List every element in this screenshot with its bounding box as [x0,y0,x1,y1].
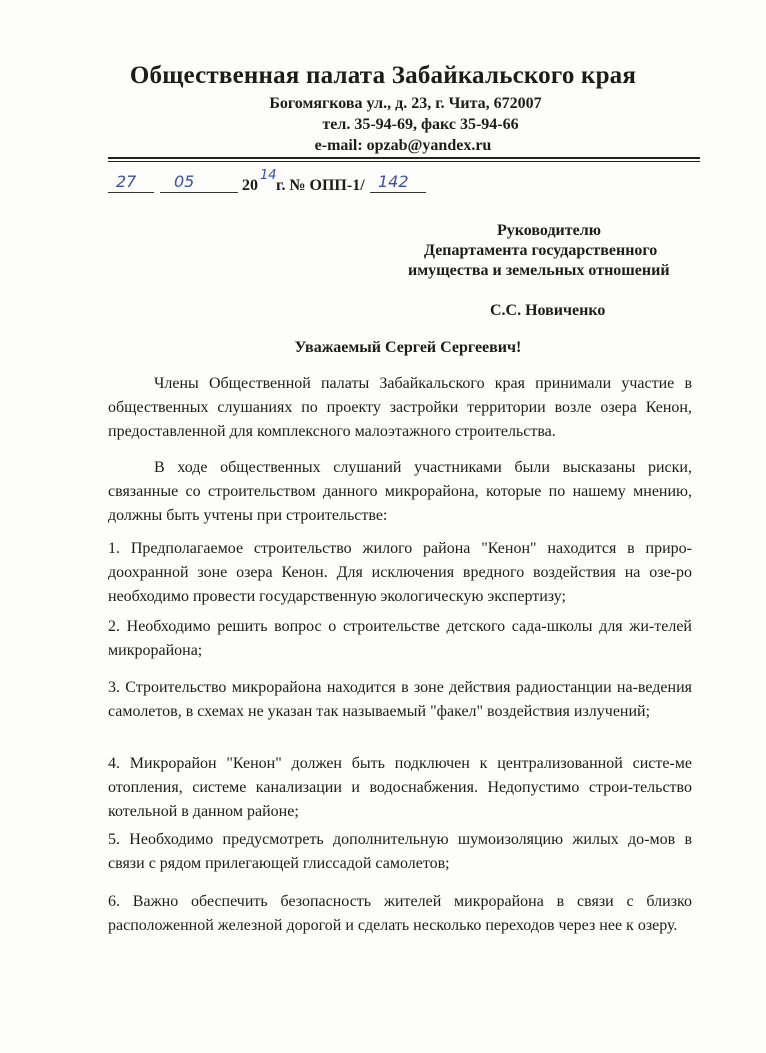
day-underline [108,192,154,193]
list-item: 5. Необходимо предусмотреть дополнительную шумоизоляцию жилых до-мов в связи с рядом прилегающей глиссадой самолетов; [108,831,692,872]
registration-year-prefix: 20 [242,177,258,194]
registration-day: 27 [116,172,137,191]
organization-title: Общественная палата Забайкальского края [129,62,637,89]
list-item: 3. Строительство микрорайона находится в зоне действия радиостанции на-ведения самолетов, в схемах не указан так называемый "факел" воздействия излучений; [108,679,692,720]
header-divider [108,157,700,162]
addressee-name: С.С. Новиченко [490,302,606,319]
list-item: 4. Микрорайон "Кенон" должен быть подключен к централизованной систе-ме отопления, системе канализации и водоснабжения. Недопустимо строи-тельство котельной в данном районе; [108,755,692,820]
registration-month: 05 [174,172,195,191]
organization-address: Богомягкова ул., д. 23, г. Чита, 672007 [269,95,542,112]
organization-email: e-mail: opzab@yandex.ru [314,137,492,154]
intro-paragraph: Члены Общественной палаты Забайкальского края принимали участие в общественных слушаниях по проекту застройки территории возле озера Кенон, предоставленной для комплексного малоэтажного строительства. [108,375,692,440]
risks-intro-paragraph: В ходе общественных слушаний участниками были высказаны риски, связанные со строительством данного микрорайона, которые по нашему мнению, должны быть учтены при строительстве: [108,459,692,524]
registration-number: 142 [378,172,409,191]
registration-number-label: г. № ОПП-1/ [276,177,365,194]
month-underline [160,192,238,193]
registration-year: 14 [260,168,277,183]
addressee-department: Департамента государственного [424,242,658,259]
addressee-title: Руководителю [497,222,601,239]
organization-phones: тел. 35-94-69, факс 35-94-66 [322,116,519,133]
list-item: 6. Важно обеспечить безопасность жителей микрорайона в связи с близко расположенной железной дорогой и сделать несколько переходов через нее к озеру. [108,893,692,934]
greeting: Уважаемый Сергей Сергеевич! [294,339,522,356]
addressee-department-cont: имущества и земельных отношений [408,262,670,279]
list-item: 1. Предполагаемое строительство жилого района "Кенон" находится в приро-доохранной зоне озера Кенон. Для исключения вредного воздействия на озе-ро необходимо провести государственную экологическую экспертизу; [108,540,692,605]
list-item: 2. Необходимо решить вопрос о строительстве детского сада-школы для жи-телей микрорайона; [108,618,692,659]
number-underline [370,192,426,193]
